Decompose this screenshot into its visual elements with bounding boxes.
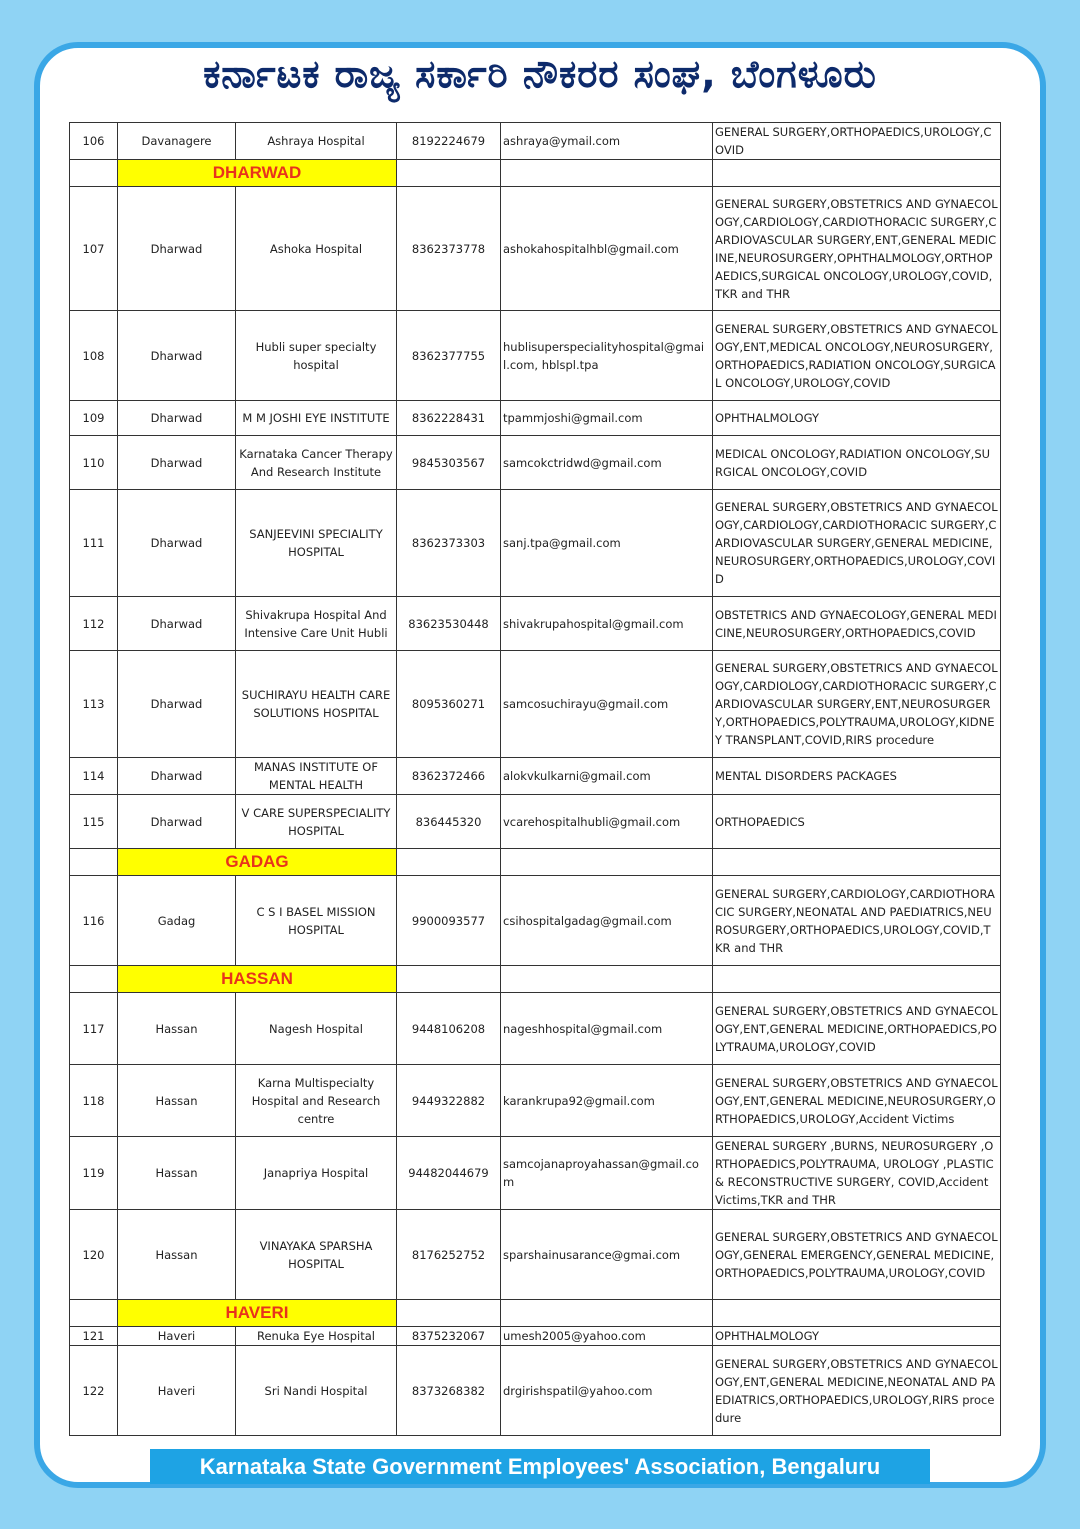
empty-cell [713, 1300, 1001, 1327]
email-cell[interactable]: samcokctridwd@gmail.com [501, 436, 713, 490]
specialties-cell: ORTHOPAEDICS [713, 795, 1001, 849]
specialties-cell: OPHTHALMOLOGY [713, 1327, 1001, 1346]
empty-cell [70, 160, 118, 187]
empty-cell [501, 160, 713, 187]
table-row [70, 993, 1001, 1065]
table-row [70, 651, 1001, 758]
table-row [70, 401, 1001, 436]
hospital-name-cell: MANAS INSTITUTE OF MENTAL HEALTH [236, 758, 397, 795]
page-title: ಕರ್ನಾಟಕ ರಾಜ್ಯ ಸರ್ಕಾರಿ ನೌಕರರ ಸಂಘ, ಬೆಂಗಳೂರು [203, 52, 877, 96]
district-section-row [70, 1300, 1001, 1327]
district-cell: Dharwad [118, 795, 236, 849]
hospital-name-cell: Janapriya Hospital [236, 1137, 397, 1210]
empty-cell [713, 849, 1001, 876]
district-cell: Dharwad [118, 401, 236, 436]
empty-cell [501, 849, 713, 876]
district-section-label: GADAG [118, 849, 397, 876]
phone-cell[interactable]: 8362372466 [397, 758, 501, 795]
district-cell: Dharwad [118, 597, 236, 651]
row-number: 106 [70, 123, 118, 160]
empty-cell [397, 1300, 501, 1327]
table-row [70, 1346, 1001, 1436]
table-row [70, 1210, 1001, 1300]
phone-cell[interactable]: 8362377755 [397, 311, 501, 401]
specialties-cell: GENERAL SURGERY,CARDIOLOGY,CARDIOTHORACIC SURGERY,NEONATAL AND PAEDIATRICS,NEUROSURGERY,ORTHOPAEDICS,UROLOGY,COVID,TKR and THR [713, 876, 1001, 966]
district-cell: Hassan [118, 1137, 236, 1210]
empty-cell [70, 966, 118, 993]
email-cell[interactable]: tpammjoshi@gmail.com [501, 401, 713, 436]
row-number: 115 [70, 795, 118, 849]
table-row [70, 1327, 1001, 1346]
district-cell: Dharwad [118, 490, 236, 597]
empty-cell [397, 966, 501, 993]
hospital-name-cell: VINAYAKA SPARSHA HOSPITAL [236, 1210, 397, 1300]
empty-cell [501, 966, 713, 993]
row-number: 122 [70, 1346, 118, 1436]
phone-cell[interactable]: 8373268382 [397, 1346, 501, 1436]
table-row [70, 490, 1001, 597]
email-cell[interactable]: samcojanaproyahassan@gmail.com [501, 1137, 713, 1210]
phone-cell[interactable]: 83623530448 [397, 597, 501, 651]
specialties-cell: GENERAL SURGERY,OBSTETRICS AND GYNAECOLOGY,ENT,GENERAL MEDICINE,NEUROSURGERY,ORTHOPAEDICS,UROLOGY,Accident Victims [713, 1065, 1001, 1137]
district-section-row [70, 849, 1001, 876]
phone-cell[interactable]: 9845303567 [397, 436, 501, 490]
hospital-name-cell: Karnataka Cancer Therapy And Research Institute [236, 436, 397, 490]
specialties-cell: OBSTETRICS AND GYNAECOLOGY,GENERAL MEDICINE,NEUROSURGERY,ORTHOPAEDICS,COVID [713, 597, 1001, 651]
district-cell: Davanagere [118, 123, 236, 160]
row-number: 114 [70, 758, 118, 795]
table-row [70, 795, 1001, 849]
empty-cell [70, 849, 118, 876]
row-number: 117 [70, 993, 118, 1065]
table-row [70, 187, 1001, 311]
hospital-table [69, 122, 1001, 1436]
phone-cell[interactable]: 8176252752 [397, 1210, 501, 1300]
email-cell[interactable]: ashokahospitalhbl@gmail.com [501, 187, 713, 311]
district-cell: Dharwad [118, 311, 236, 401]
phone-cell[interactable]: 8362373303 [397, 490, 501, 597]
row-number: 111 [70, 490, 118, 597]
email-cell[interactable]: sparshainusarance@gmai.com [501, 1210, 713, 1300]
hospital-name-cell: Ashoka Hospital [236, 187, 397, 311]
phone-cell[interactable]: 9449322882 [397, 1065, 501, 1137]
empty-cell [397, 849, 501, 876]
phone-cell[interactable]: 94482044679 [397, 1137, 501, 1210]
table-row [70, 876, 1001, 966]
specialties-cell: OPHTHALMOLOGY [713, 401, 1001, 436]
district-cell: Hassan [118, 1210, 236, 1300]
hospital-name-cell: SANJEEVINI SPECIALITY HOSPITAL [236, 490, 397, 597]
row-number: 118 [70, 1065, 118, 1137]
email-cell[interactable]: vcarehospitalhubli@gmail.com [501, 795, 713, 849]
district-section-label: HAVERI [118, 1300, 397, 1327]
row-number: 113 [70, 651, 118, 758]
email-cell[interactable]: karankrupa92@gmail.com [501, 1065, 713, 1137]
empty-cell [70, 1300, 118, 1327]
table-row [70, 436, 1001, 490]
specialties-cell: GENERAL SURGERY,OBSTETRICS AND GYNAECOLOGY,CARDIOLOGY,CARDIOTHORACIC SURGERY,CARDIOVASCULAR SURGERY,GENERAL MEDICINE,NEUROSURGERY,ORTHOPAEDICS,UROLOGY,COVID [713, 490, 1001, 597]
row-number: 107 [70, 187, 118, 311]
district-cell: Hassan [118, 993, 236, 1065]
district-cell: Dharwad [118, 758, 236, 795]
hospital-name-cell: Hubli super specialty hospital [236, 311, 397, 401]
email-cell[interactable]: samcosuchirayu@gmail.com [501, 651, 713, 758]
empty-cell [501, 1300, 713, 1327]
row-number: 116 [70, 876, 118, 966]
table-row [70, 1137, 1001, 1210]
hospital-name-cell: V CARE SUPERSPECIALITY HOSPITAL [236, 795, 397, 849]
specialties-cell: GENERAL SURGERY,ORTHOPAEDICS,UROLOGY,COVID [713, 123, 1001, 160]
hospital-name-cell: Renuka Eye Hospital [236, 1327, 397, 1346]
phone-cell[interactable]: 8362373778 [397, 187, 501, 311]
email-cell[interactable]: nageshhospital@gmail.com [501, 993, 713, 1065]
email-cell[interactable]: sanj.tpa@gmail.com [501, 490, 713, 597]
district-section-row [70, 160, 1001, 187]
hospital-name-cell: Sri Nandi Hospital [236, 1346, 397, 1436]
specialties-cell: GENERAL SURGERY,OBSTETRICS AND GYNAECOLOGY,ENT,MEDICAL ONCOLOGY,NEUROSURGERY,ORTHOPAEDICS,RADIATION ONCOLOGY,SURGICAL ONCOLOGY,UROLOGY,COVID [713, 311, 1001, 401]
email-cell[interactable]: drgirishspatil@yahoo.com [501, 1346, 713, 1436]
row-number: 108 [70, 311, 118, 401]
district-cell: Dharwad [118, 651, 236, 758]
table-row [70, 758, 1001, 795]
empty-cell [713, 160, 1001, 187]
empty-cell [713, 966, 1001, 993]
hospital-name-cell: Karna Multispecialty Hospital and Research centre [236, 1065, 397, 1137]
hospital-name-cell: SUCHIRAYU HEALTH CARE SOLUTIONS HOSPITAL [236, 651, 397, 758]
phone-cell[interactable]: 8375232067 [397, 1327, 501, 1346]
phone-cell[interactable]: 8362228431 [397, 401, 501, 436]
district-section-label: HASSAN [118, 966, 397, 993]
table-row [70, 311, 1001, 401]
specialties-cell: MENTAL DISORDERS PACKAGES [713, 758, 1001, 795]
district-section-label: DHARWAD [118, 160, 397, 187]
phone-cell[interactable]: 9448106208 [397, 993, 501, 1065]
specialties-cell: GENERAL SURGERY,OBSTETRICS AND GYNAECOLOGY,ENT,GENERAL MEDICINE,ORTHOPAEDICS,POLYTRAUMA,UROLOGY,COVID [713, 993, 1001, 1065]
specialties-cell: GENERAL SURGERY,OBSTETRICS AND GYNAECOLOGY,CARDIOLOGY,CARDIOTHORACIC SURGERY,CARDIOVASCULAR SURGERY,ENT,NEUROSURGERY,ORTHOPAEDICS,POLYTRAUMA,UROLOGY,KIDNEY TRANSPLANT,COVID,RIRS procedure [713, 651, 1001, 758]
district-cell: Haveri [118, 1346, 236, 1436]
specialties-cell: GENERAL SURGERY,OBSTETRICS AND GYNAECOLOGY,GENERAL EMERGENCY,GENERAL MEDICINE,ORTHOPAEDICS,POLYTRAUMA,UROLOGY,COVID [713, 1210, 1001, 1300]
phone-cell[interactable]: 836445320 [397, 795, 501, 849]
row-number: 112 [70, 597, 118, 651]
district-cell: Hassan [118, 1065, 236, 1137]
row-number: 110 [70, 436, 118, 490]
hospital-name-cell: C S I BASEL MISSION HOSPITAL [236, 876, 397, 966]
phone-cell[interactable]: 8095360271 [397, 651, 501, 758]
specialties-cell: GENERAL SURGERY,OBSTETRICS AND GYNAECOLOGY,ENT,GENERAL MEDICINE,NEONATAL AND PAEDIATRICS,ORTHOPAEDICS,UROLOGY,RIRS procedure [713, 1346, 1001, 1436]
row-number: 109 [70, 401, 118, 436]
specialties-cell: GENERAL SURGERY,OBSTETRICS AND GYNAECOLOGY,CARDIOLOGY,CARDIOTHORACIC SURGERY,CARDIOVASCULAR SURGERY,ENT,GENERAL MEDICINE,NEUROSURGERY,OPHTHALMOLOGY,ORTHOPAEDICS,SURGICAL ONCOLOGY,UROLOGY,COVID,TKR and THR [713, 187, 1001, 311]
district-section-row [70, 966, 1001, 993]
table-row [70, 1065, 1001, 1137]
hospital-name-cell: M M JOSHI EYE INSTITUTE [236, 401, 397, 436]
footer-banner: Karnataka State Government Employees' Association, Bengaluru [150, 1449, 930, 1484]
phone-cell[interactable]: 9900093577 [397, 876, 501, 966]
specialties-cell: MEDICAL ONCOLOGY,RADIATION ONCOLOGY,SURGICAL ONCOLOGY,COVID [713, 436, 1001, 490]
district-cell: Dharwad [118, 436, 236, 490]
row-number: 120 [70, 1210, 118, 1300]
table-row [70, 597, 1001, 651]
email-cell[interactable]: shivakrupahospital@gmail.com [501, 597, 713, 651]
row-number: 119 [70, 1137, 118, 1210]
table-row [70, 123, 1001, 160]
email-cell[interactable]: umesh2005@yahoo.com [501, 1327, 713, 1346]
hospital-table-body [70, 123, 1001, 1436]
phone-cell[interactable]: 8192224679 [397, 123, 501, 160]
empty-cell [397, 160, 501, 187]
hospital-name-cell: Nagesh Hospital [236, 993, 397, 1065]
district-cell: Haveri [118, 1327, 236, 1346]
hospital-name-cell: Ashraya Hospital [236, 123, 397, 160]
district-cell: Dharwad [118, 187, 236, 311]
specialties-cell: GENERAL SURGERY ,BURNS, NEUROSURGERY ,ORTHOPAEDICS,POLYTRAUMA, UROLOGY ,PLASTIC & RECONSTRUCTIVE SURGERY, COVID,Accident Victims,TKR and THR [713, 1137, 1001, 1210]
row-number: 121 [70, 1327, 118, 1346]
email-cell[interactable]: alokvkulkarni@gmail.com [501, 758, 713, 795]
email-cell[interactable]: hublisuperspecialityhospital@gmail.com, hblspl.tpa [501, 311, 713, 401]
hospital-name-cell: Shivakrupa Hospital And Intensive Care Unit Hubli [236, 597, 397, 651]
email-cell[interactable]: ashraya@ymail.com [501, 123, 713, 160]
email-cell[interactable]: csihospitalgadag@gmail.com [501, 876, 713, 966]
district-cell: Gadag [118, 876, 236, 966]
